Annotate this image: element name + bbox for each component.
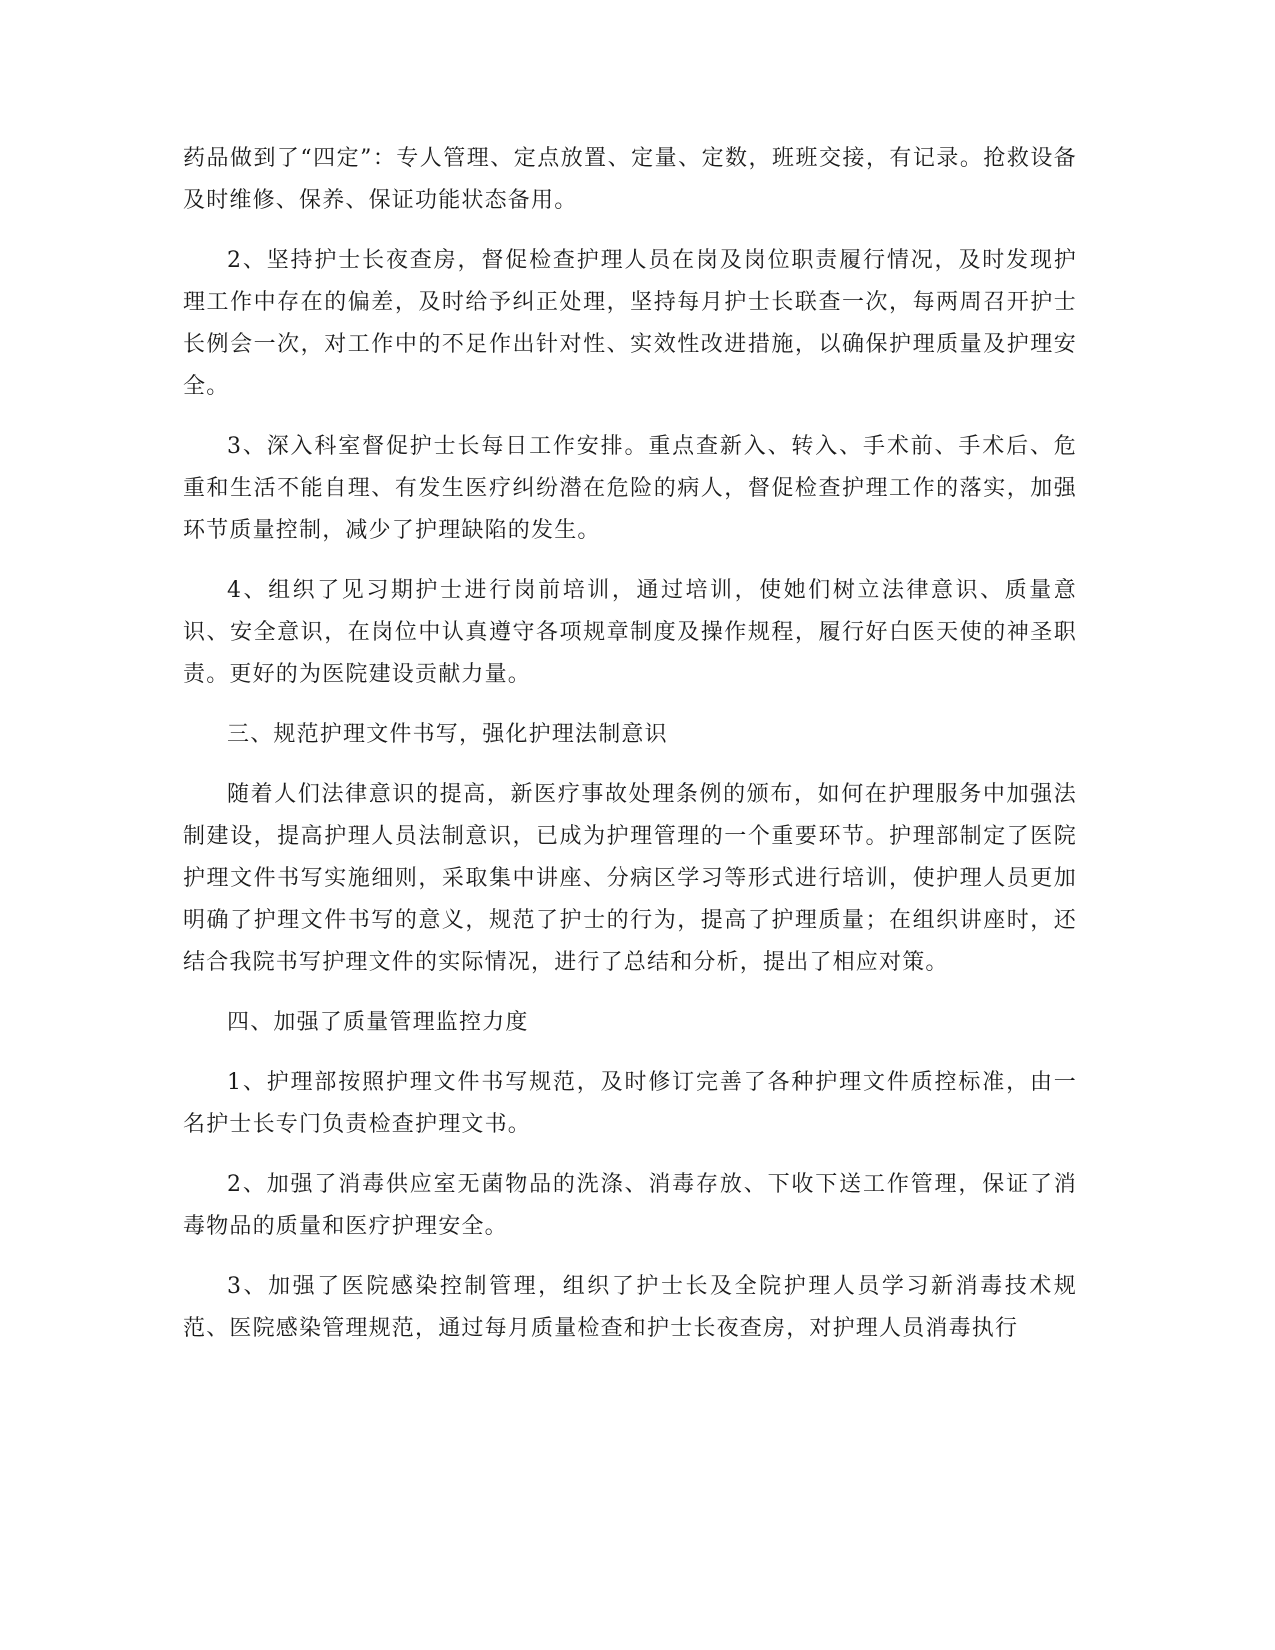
paragraph-continuation: 药品做到了“四定”：专人管理、定点放置、定量、定数，班班交接，有记录。抢救设备及时维修、保养、保证功能状态备用。 (183, 146, 1077, 213)
paragraph-item-2: 2、坚持护士长夜查房，督促检查护理人员在岗及岗位职责履行情况，及时发现护理工作中存在的偏差，及时给予纠正处理，坚持每月护士长联查一次，每两周召开护士长例会一次，对工作中的不足作出针对性、实效性改进措施，以确保护理质量及护理安全。 (183, 248, 1077, 399)
section-heading-4: 四、加强了质量管理监控力度 (227, 1010, 529, 1035)
paragraph-section-3-body: 随着人们法律意识的提高，新医疗事故处理条例的颁布，如何在护理服务中加强法制建设，提高护理人员法制意识，已成为护理管理的一个重要环节。护理部制定了医院护理文件书写实施细则，采取集中讲座、分病区学习等形式进行培训，使护理人员更加明确了护理文件书写的意义，规范了护士的行为，提高了护理质量；在组织讲座时，还结合我院书写护理文件的实际情况，进行了总结和分析，提出了相应对策。 (183, 782, 1077, 975)
paragraph-item-4: 4、组织了见习期护士进行岗前培训，通过培训，使她们树立法律意识、质量意识、安全意识，在岗位中认真遵守各项规章制度及操作规程，履行好白医天使的神圣职责。更好的为医院建设贡献力量。 (183, 578, 1077, 687)
paragraph-section-4-item-3: 3、加强了医院感染控制管理，组织了护士长及全院护理人员学习新消毒技术规范、医院感染管理规范，通过每月质量检查和护士长夜查房，对护理人员消毒执行 (183, 1274, 1077, 1341)
paragraph-section-4-item-2: 2、加强了消毒供应室无菌物品的洗涤、消毒存放、下收下送工作管理，保证了消毒物品的质量和医疗护理安全。 (183, 1172, 1077, 1239)
section-heading-3: 三、规范护理文件书写，强化护理法制意识 (227, 722, 668, 747)
paragraph-section-4-item-1: 1、护理部按照护理文件书写规范，及时修订完善了各种护理文件质控标准，由一名护士长专门负责检查护理文书。 (183, 1070, 1077, 1137)
paragraph-item-3: 3、深入科室督促护士长每日工作安排。重点查新入、转入、手术前、手术后、危重和生活不能自理、有发生医疗纠纷潜在危险的病人，督促检查护理工作的落实，加强环节质量控制，减少了护理缺陷的发生。 (183, 434, 1077, 543)
document-body (183, 138, 1077, 1368)
